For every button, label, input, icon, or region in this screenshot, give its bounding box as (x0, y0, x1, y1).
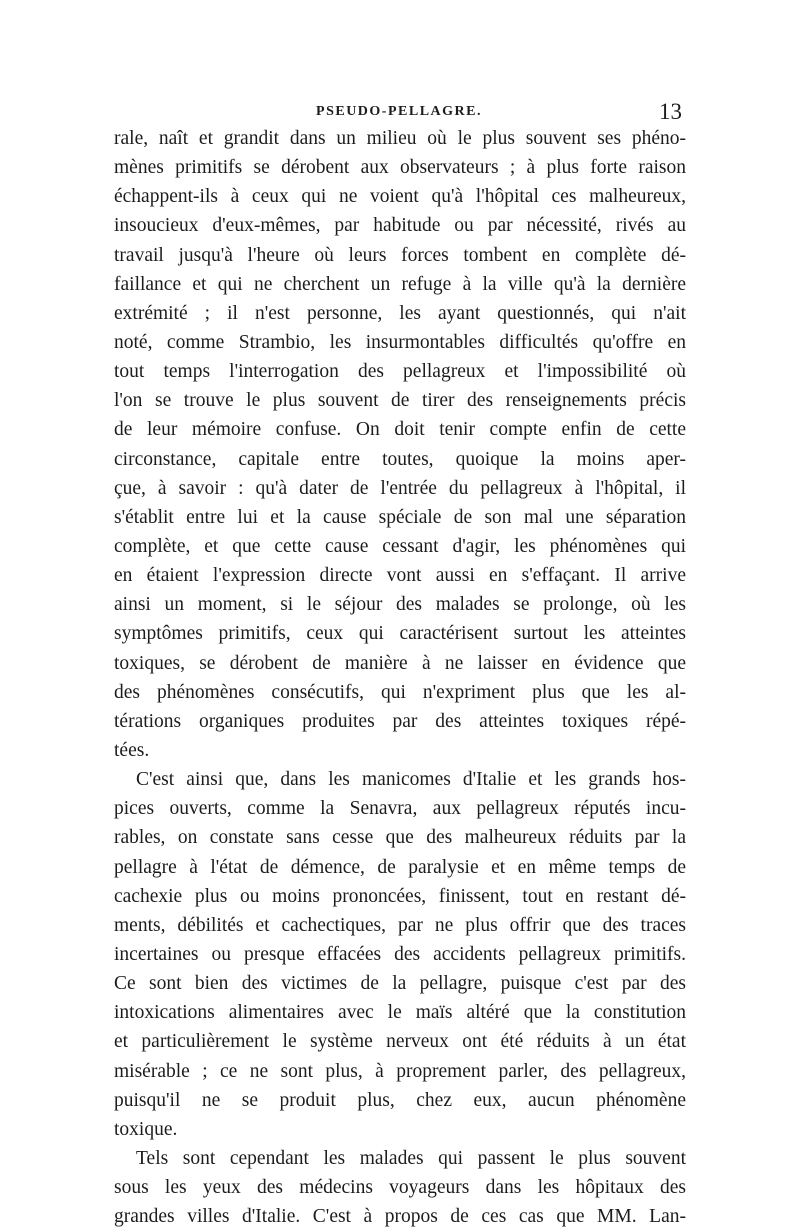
page-number: 13 (659, 99, 682, 124)
text-line: intoxications alimentaires avec le maïs altéré que la constitution (114, 1002, 686, 1024)
text-line: çue, à savoir : qu'à dater de l'entrée du pellagreux à l'hôpital, il (114, 477, 686, 499)
paragraph-end-line: tées. (114, 739, 150, 761)
text-line: extrémité ; il n'est personne, les ayant questionnés, qui n'ait (114, 302, 686, 324)
text-line: l'on se trouve le plus souvent de tirer des renseignements précis (114, 390, 686, 412)
paragraph-start-line: Tels sont cependant les malades qui passent le plus souvent (136, 1147, 686, 1169)
text-line: des phénomènes consécutifs, qui n'expriment plus que les al- (114, 681, 686, 703)
text-line: s'établit entre lui et la cause spéciale de son mal une séparation (114, 506, 686, 528)
text-line: symptômes primitifs, ceux qui caractérisent surtout les atteintes (114, 623, 686, 645)
text-line: sous les yeux des médecins voyageurs dans les hôpitaux des (114, 1177, 686, 1199)
text-line: mènes primitifs se dérobent aux observateurs ; à plus forte raison (114, 157, 686, 179)
text-line: cachexie plus ou moins prononcées, finissent, tout en restant dé- (114, 885, 686, 907)
body-text (114, 124, 686, 1231)
text-line: de leur mémoire confuse. On doit tenir compte enfin de cette (114, 419, 686, 441)
running-head (116, 98, 682, 126)
text-line: noté, comme Strambio, les insurmontables difficultés qu'offre en (114, 331, 686, 353)
text-line: grandes villes d'Italie. C'est à propos de ces cas que MM. Lan- (114, 1206, 686, 1228)
text-line: ainsi un moment, si le séjour des malades se prolonge, où les (114, 594, 686, 616)
text-line: pices ouverts, comme la Senavra, aux pellagreux réputés incu- (114, 798, 686, 820)
text-line: tout temps l'interrogation des pellagreux et l'impossibilité où (114, 361, 686, 383)
text-line: insoucieux d'eux-mêmes, par habitude ou par nécessité, rivés au (114, 215, 686, 237)
running-title: PSEUDO-PELLAGRE. (316, 104, 482, 119)
text-line: pellagre à l'état de démence, de paralysie et en même temps de (114, 856, 686, 878)
text-line: misérable ; ce ne sont plus, à proprement parler, des pellagreux, (114, 1060, 686, 1082)
text-line: et particulièrement le système nerveux ont été réduits à un état (114, 1031, 686, 1053)
text-line: rale, naît et grandit dans un milieu où le plus souvent ses phéno- (114, 128, 686, 149)
paragraph-start-line: C'est ainsi que, dans les manicomes d'Italie et les grands hos- (136, 769, 686, 791)
text-line: Ce sont bien des victimes de la pellagre, puisque c'est par des (114, 973, 686, 995)
text-line: complète, et que cette cause cessant d'agir, les phénomènes qui (114, 535, 686, 557)
text-line: travail jusqu'à l'heure où leurs forces tombent en complète dé- (114, 244, 686, 266)
text-line: térations organiques produites par des atteintes toxiques répé- (114, 710, 686, 732)
text-line: rables, on constate sans cesse que des malheureux réduits par la (114, 827, 686, 849)
text-line: puisqu'il ne se produit plus, chez eux, aucun phénomène (114, 1089, 686, 1111)
text-line: échappent-ils à ceux qui ne voient qu'à l'hôpital ces malheureux, (114, 186, 686, 208)
text-line: en étaient l'expression directe vont aussi en s'effaçant. Il arrive (114, 565, 686, 587)
text-line: circonstance, capitale entre toutes, quoique la moins aper- (114, 448, 686, 470)
text-line: toxiques, se dérobent de manière à ne laisser en évidence que (114, 652, 686, 674)
text-line: ments, débilités et cachectiques, par ne plus offrir que des traces (114, 914, 686, 936)
paragraph-end-line: toxique. (114, 1118, 178, 1140)
text-line: incertaines ou presque effacées des accidents pellagreux primitifs. (114, 943, 686, 965)
text-line: faillance et qui ne cherchent un refuge à la ville qu'à la dernière (114, 273, 686, 295)
